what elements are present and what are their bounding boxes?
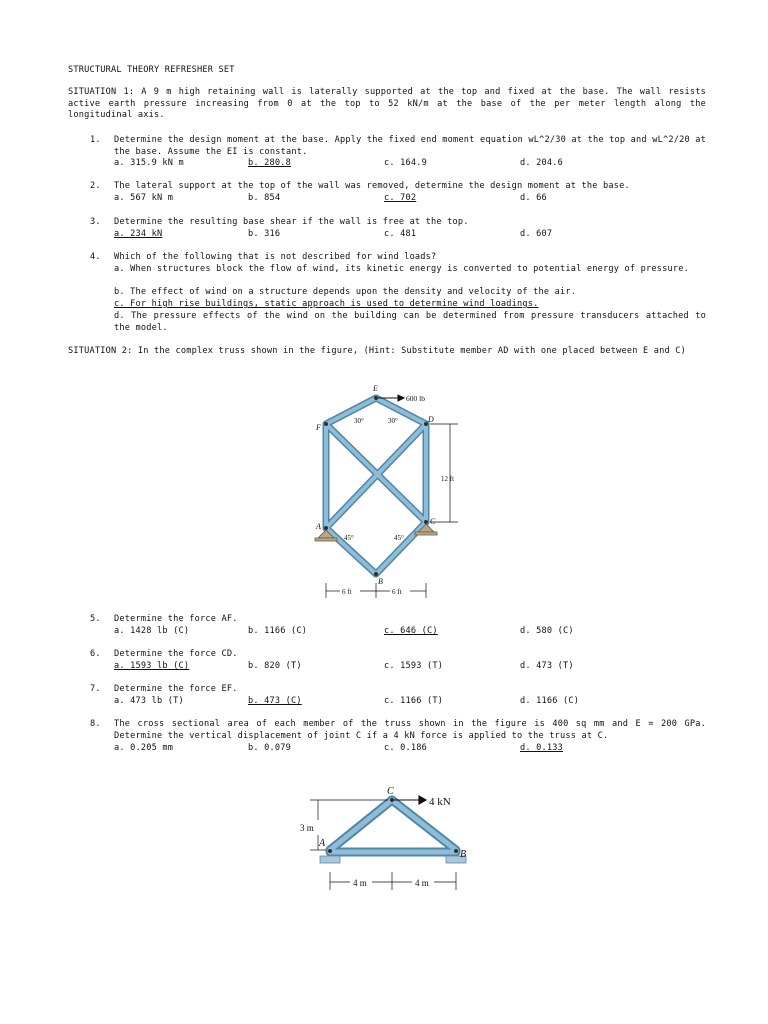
angle-label-2: 30° <box>388 417 398 425</box>
span-label-2: 6 ft <box>392 588 402 596</box>
q6-option-a: a. 1593 lb (C) <box>114 661 190 671</box>
q6-number: 6. <box>90 649 101 659</box>
q1-option-c: c. 164.9 <box>384 158 427 168</box>
span-label-1: 6 ft <box>342 588 352 596</box>
q8-number: 8. <box>90 719 101 729</box>
joint-label-E: E <box>373 384 378 393</box>
joint2-label-B: B <box>460 849 467 860</box>
support2-A <box>320 856 340 863</box>
q2-text: The lateral support at the top of the wall was removed, determine the design moment at the base. <box>114 181 630 191</box>
q7-option-b: b. 473 (C) <box>248 696 302 706</box>
q2-option-d: d. 66 <box>520 193 547 203</box>
complex-truss-figure <box>300 378 480 606</box>
truss-members <box>326 398 426 574</box>
q6-option-d: d. 473 (T) <box>520 661 574 671</box>
q4-text: Which of the following that is not described for wind loads? <box>114 252 437 262</box>
q4-option-d: d. The pressure effects of the wind on the building can be determined from pressure transducers attached to the model. <box>114 311 712 333</box>
q5-option-d: d. 580 (C) <box>520 626 574 636</box>
q6-option-c: c. 1593 (T) <box>384 661 444 671</box>
joint-label-C: C <box>430 517 436 526</box>
q2-number: 2. <box>90 181 101 191</box>
q6-text: Determine the force CD. <box>114 649 238 659</box>
simple-truss-figure <box>290 780 490 896</box>
span2-label-1: 4 m <box>353 878 367 888</box>
q4-option-c-text: c. For high rise buildings, static approach is used to determine wind loadings. <box>114 299 539 309</box>
q1-number: 1. <box>90 135 101 145</box>
q1-text: Determine the design moment at the base. Apply the fixed end moment equation wL^2/30 at the top and wL^2/20 at the base. Assume the EI is constant. <box>114 135 712 157</box>
q3-option-d: d. 607 <box>520 229 553 239</box>
q8-option-a: a. 0.205 mm <box>114 743 174 753</box>
span2-dimension <box>330 872 456 890</box>
q7-option-c: c. 1166 (T) <box>384 696 444 706</box>
q4-option-b: b. The effect of wind on a structure depends upon the density and velocity of the air. <box>114 287 577 297</box>
situation-1-text: SITUATION 1: A 9 m high retaining wall is laterally supported at the top and fixed at the base. The wall resists active earth pressure increasing from 0 at the top to 52 kN/m at the base of the per meter length along the longitudinal axis. <box>68 87 712 121</box>
q3-option-c: c. 481 <box>384 229 417 239</box>
q3-option-a: a. 234 kN <box>114 229 163 239</box>
q3-text: Determine the resulting base shear if the wall is free at the top. <box>114 217 469 227</box>
document-title: STRUCTURAL THEORY REFRESHER SET <box>68 65 235 75</box>
load-label: 600 lb <box>406 394 425 403</box>
q3-option-b: b. 316 <box>248 229 281 239</box>
span-dimension <box>326 583 426 598</box>
joint-label-B: B <box>378 577 383 586</box>
q7-number: 7. <box>90 684 101 694</box>
q5-option-a: a. 1428 lb (C) <box>114 626 190 636</box>
q8-option-b: b. 0.079 <box>248 743 291 753</box>
q4-number: 4. <box>90 252 101 262</box>
joint-label-D: D <box>428 415 434 424</box>
q6-option-b: b. 820 (T) <box>248 661 302 671</box>
angle-label-4: 45° <box>394 534 404 542</box>
joint-label-A: A <box>316 522 321 531</box>
q3-number: 3. <box>90 217 101 227</box>
span2-label-2: 4 m <box>415 878 429 888</box>
q2-option-c: c. 702 <box>384 193 417 203</box>
q1-option-d: d. 204.6 <box>520 158 563 168</box>
q4-option-a: a. When structures block the flow of wind, its kinetic energy is converted to potential energy of pressure. <box>114 264 690 274</box>
q1-option-a: a. 315.9 kN m <box>114 158 184 168</box>
joint-label-F: F <box>316 423 321 432</box>
q7-option-d: d. 1166 (C) <box>520 696 580 706</box>
angle-label-1: 30° <box>354 417 364 425</box>
q5-number: 5. <box>90 614 101 624</box>
angle-label-3: 45° <box>344 534 354 542</box>
situation-2-text: SITUATION 2: In the complex truss shown in the figure, (Hint: Substitute member AD with one placed between E and C) <box>68 346 686 356</box>
height-label: 12 ft <box>441 475 455 483</box>
joint2-label-C: C <box>387 786 394 797</box>
q8-text: The cross sectional area of each member of the truss shown in the figure is 400 sq mm and E = 200 GPa. Determine the vertical displacement of joint C if a 4 kN force is applied to the truss at C. <box>114 719 712 741</box>
height-dimension <box>430 424 458 522</box>
q5-option-c: c. 646 (C) <box>384 626 438 636</box>
q4-option-c <box>114 299 706 311</box>
q5-text: Determine the force AF. <box>114 614 238 624</box>
q7-option-a: a. 473 lb (T) <box>114 696 184 706</box>
q2-option-b: b. 854 <box>248 193 281 203</box>
q1-option-b: b. 280.8 <box>248 158 291 168</box>
joint2-label-A: A <box>319 838 326 849</box>
q2-option-a: a. 567 kN m <box>114 193 174 203</box>
q5-option-b: b. 1166 (C) <box>248 626 308 636</box>
q8-option-c: c. 0.186 <box>384 743 427 753</box>
height2-label: 3 m <box>300 823 314 833</box>
q8-option-d: d. 0.133 <box>520 743 563 753</box>
q7-text: Determine the force EF. <box>114 684 238 694</box>
load2-label: 4 kN <box>429 796 451 808</box>
